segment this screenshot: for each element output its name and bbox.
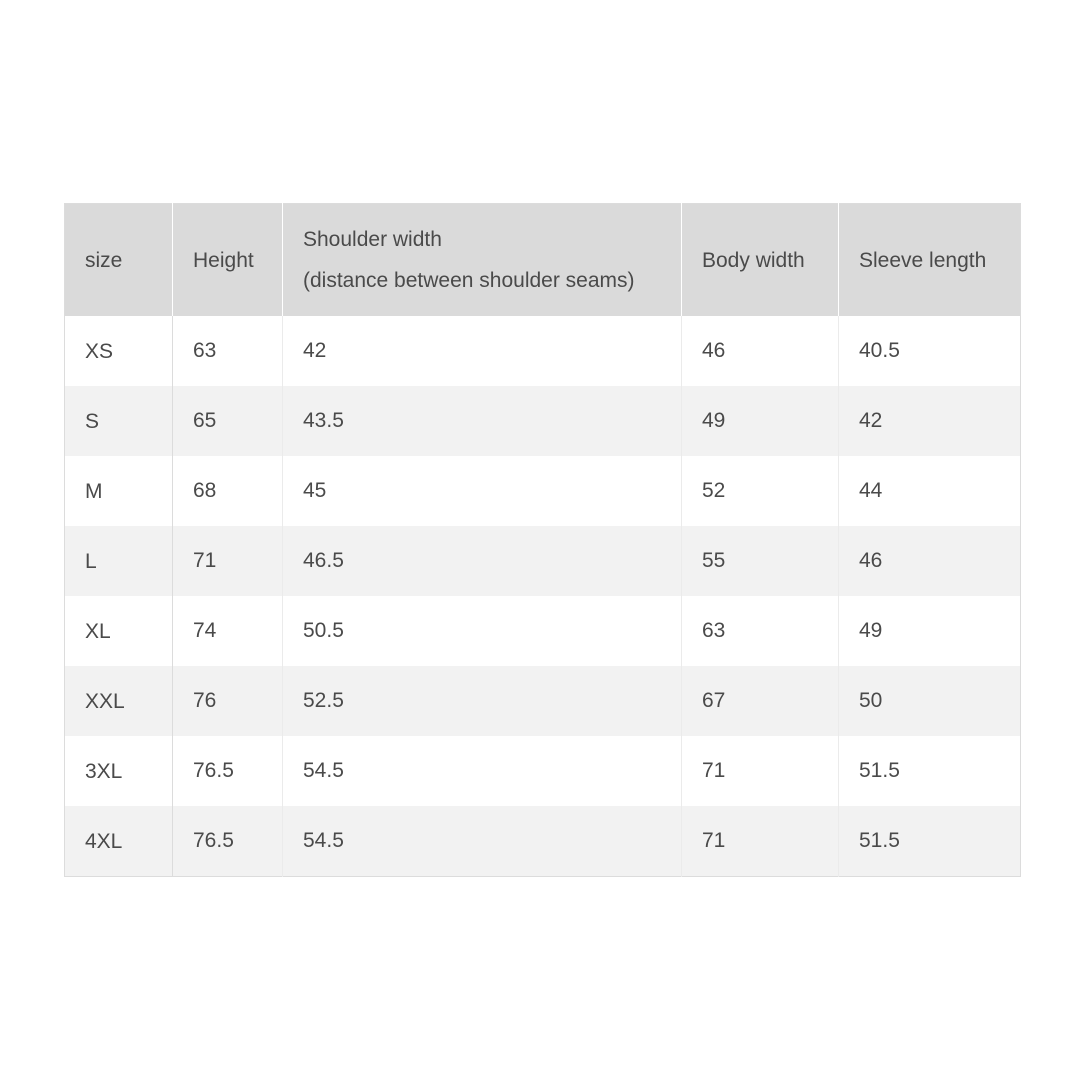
cell-shoulder: 54.5	[283, 736, 682, 806]
cell-body: 52	[682, 456, 839, 526]
cell-shoulder: 50.5	[283, 596, 682, 666]
cell-height: 68	[173, 456, 283, 526]
cell-shoulder: 52.5	[283, 666, 682, 736]
cell-shoulder: 42	[283, 316, 682, 386]
header-size: size	[65, 204, 173, 317]
cell-body: 46	[682, 316, 839, 386]
cell-sleeve: 49	[839, 596, 1021, 666]
header-row	[65, 204, 1021, 317]
header-shoulder-width-line1: Shoulder width	[303, 228, 442, 251]
cell-height: 63	[173, 316, 283, 386]
cell-body: 71	[682, 736, 839, 806]
cell-size: XXL	[65, 666, 173, 736]
cell-sleeve: 42	[839, 386, 1021, 456]
cell-size: 3XL	[65, 736, 173, 806]
cell-body: 55	[682, 526, 839, 596]
table-row	[65, 456, 1021, 526]
cell-sleeve: 51.5	[839, 806, 1021, 877]
cell-shoulder: 54.5	[283, 806, 682, 877]
cell-height: 65	[173, 386, 283, 456]
cell-shoulder: 45	[283, 456, 682, 526]
table-row	[65, 596, 1021, 666]
size-chart-table	[64, 203, 1021, 877]
header-sleeve-length: Sleeve length	[839, 204, 1021, 317]
cell-size: M	[65, 456, 173, 526]
header-shoulder-width-line2: (distance between shoulder seams)	[303, 269, 635, 292]
cell-size: 4XL	[65, 806, 173, 877]
table-row	[65, 666, 1021, 736]
cell-sleeve: 51.5	[839, 736, 1021, 806]
header-height: Height	[173, 204, 283, 317]
cell-sleeve: 50	[839, 666, 1021, 736]
cell-body: 49	[682, 386, 839, 456]
cell-sleeve: 46	[839, 526, 1021, 596]
cell-height: 76.5	[173, 806, 283, 877]
cell-body: 67	[682, 666, 839, 736]
cell-size: S	[65, 386, 173, 456]
cell-body: 71	[682, 806, 839, 877]
cell-height: 76	[173, 666, 283, 736]
header-body-width: Body width	[682, 204, 839, 317]
cell-shoulder: 43.5	[283, 386, 682, 456]
cell-size: XL	[65, 596, 173, 666]
table-row	[65, 526, 1021, 596]
cell-sleeve: 40.5	[839, 316, 1021, 386]
cell-size: XS	[65, 316, 173, 386]
cell-height: 74	[173, 596, 283, 666]
header-shoulder-width	[283, 204, 682, 317]
cell-height: 76.5	[173, 736, 283, 806]
table-row	[65, 316, 1021, 386]
table-row	[65, 386, 1021, 456]
table-row	[65, 806, 1021, 877]
cell-shoulder: 46.5	[283, 526, 682, 596]
cell-body: 63	[682, 596, 839, 666]
cell-sleeve: 44	[839, 456, 1021, 526]
cell-size: L	[65, 526, 173, 596]
table-row	[65, 736, 1021, 806]
cell-height: 71	[173, 526, 283, 596]
